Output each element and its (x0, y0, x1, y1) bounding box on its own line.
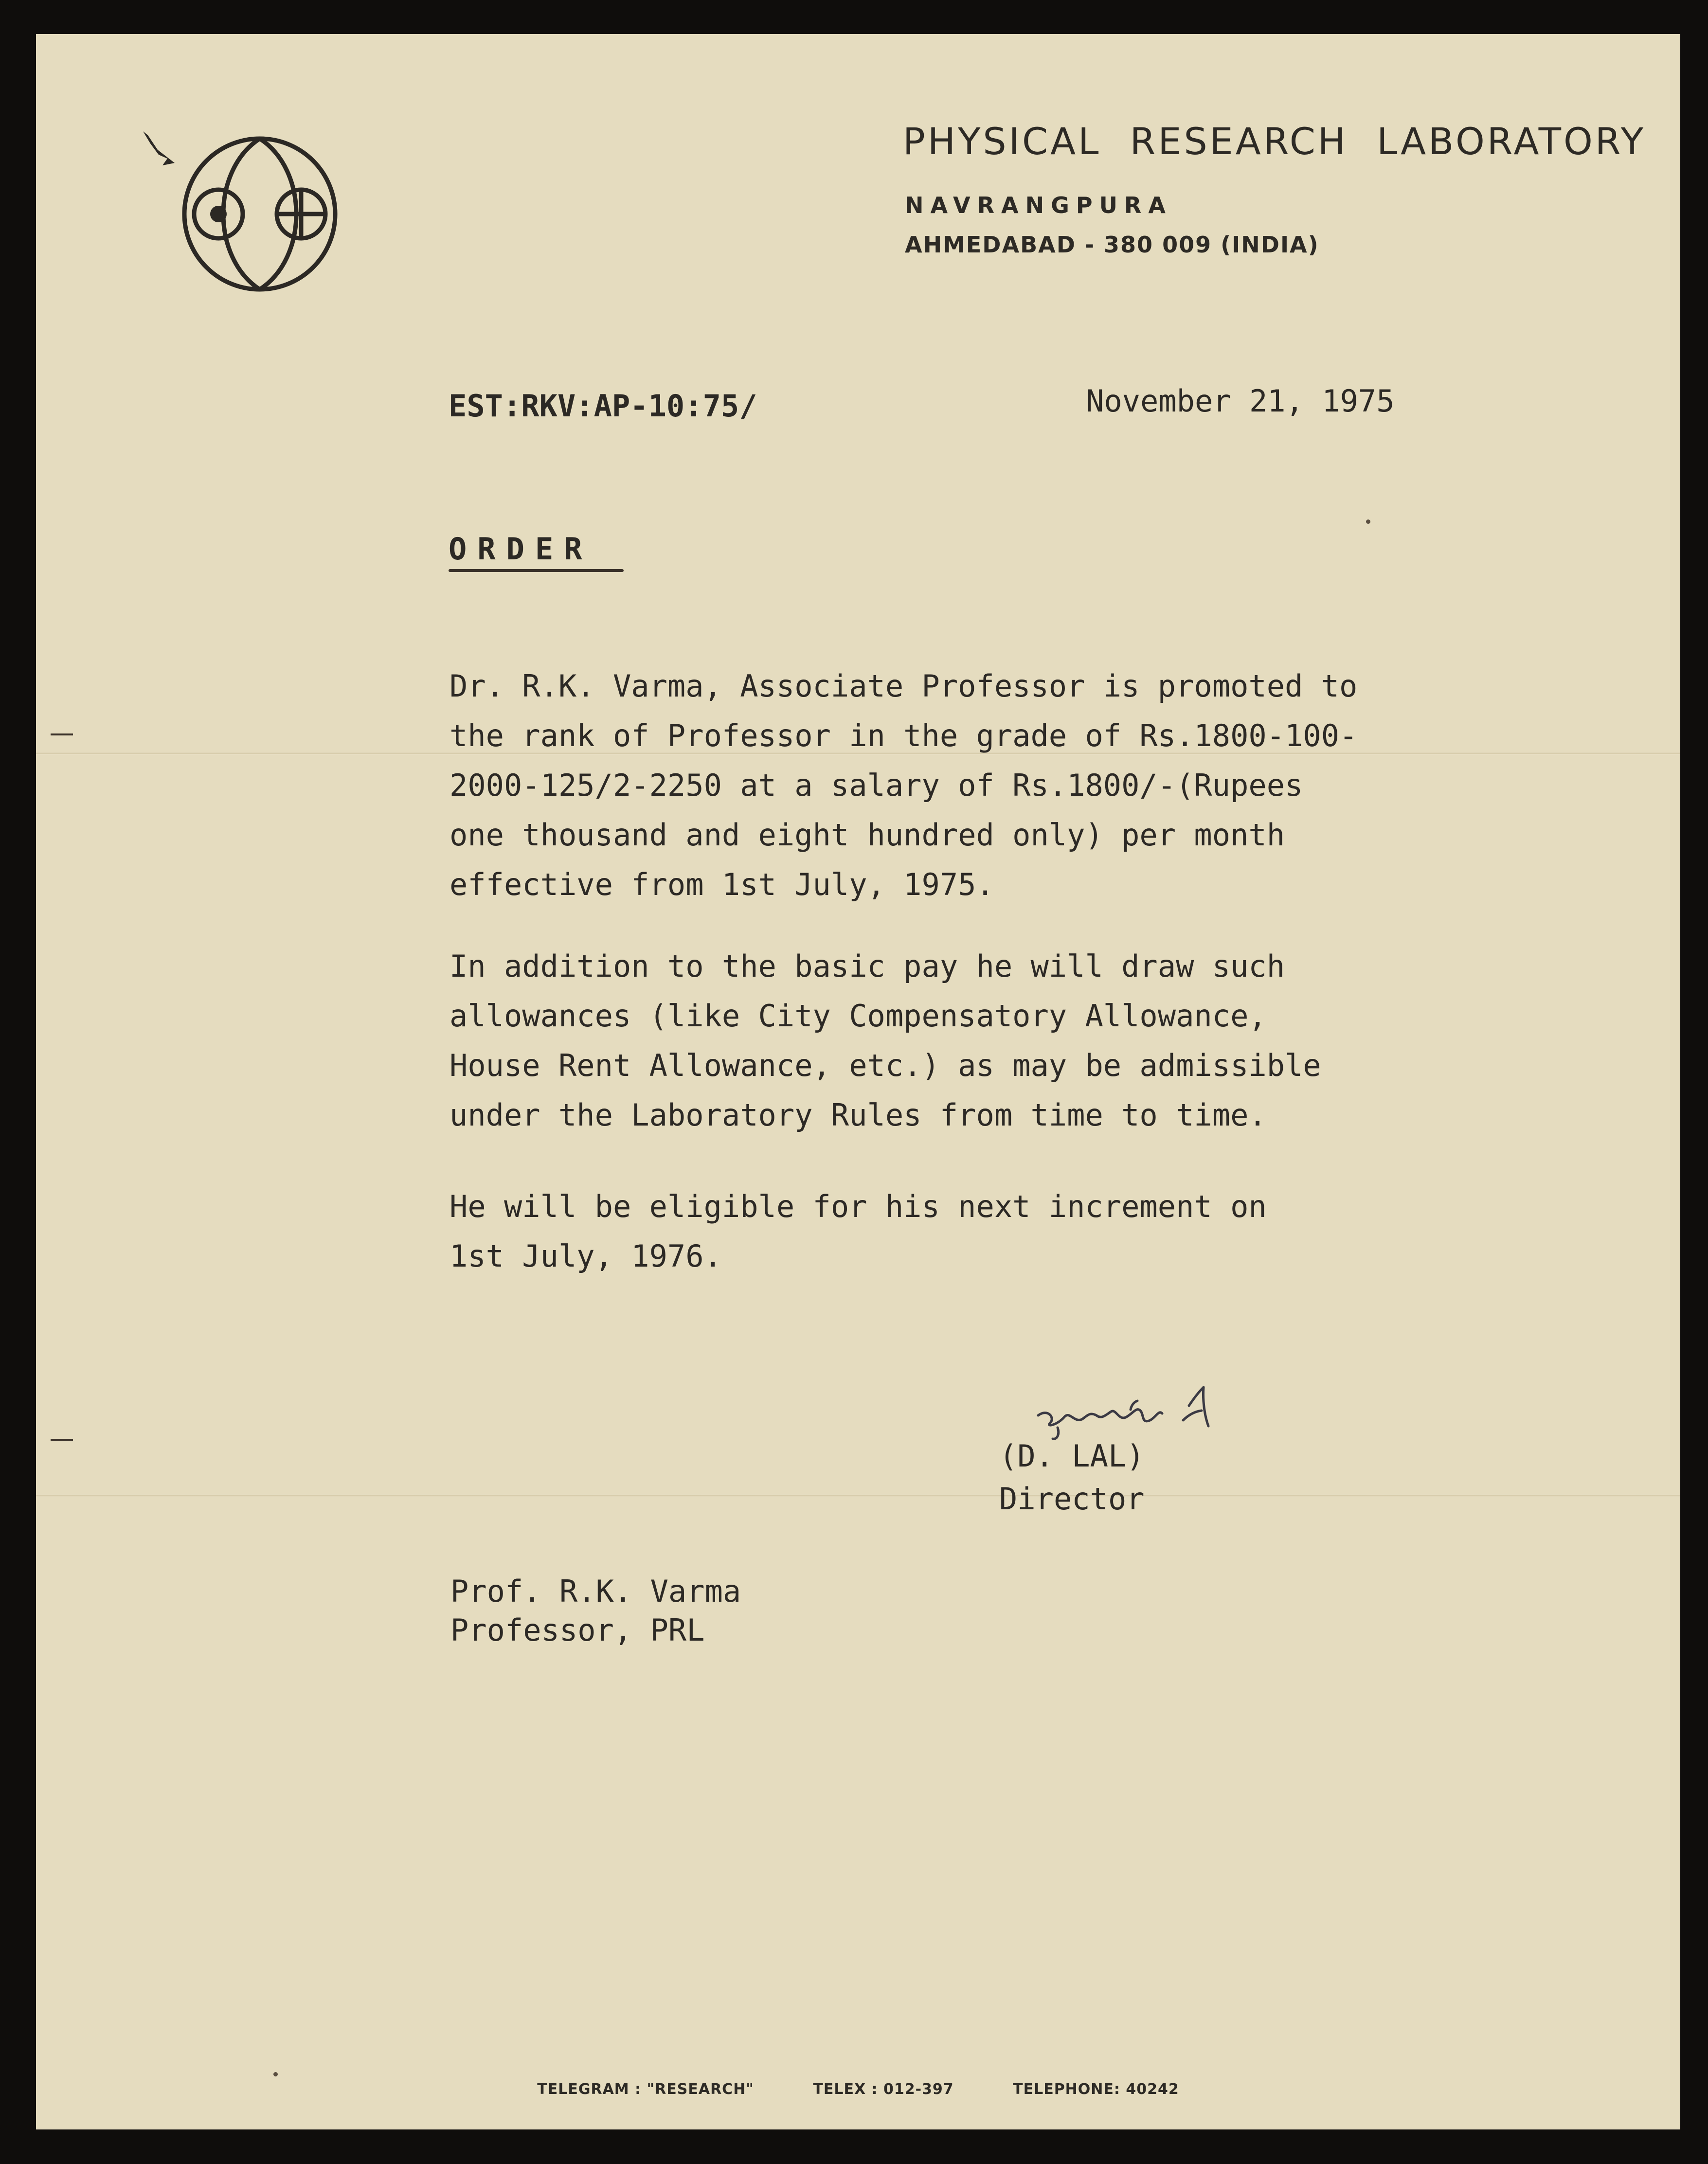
telephone-info: TELEPHONE: 40242 (1013, 2081, 1179, 2098)
addressee-block (450, 1572, 741, 1650)
margin-mark (51, 733, 73, 735)
addressee-title: Professor, PRL (450, 1612, 705, 1648)
body-paragraph-3 (449, 1182, 1267, 1281)
text-line: He will be eligible for his next increment on (449, 1189, 1267, 1224)
address-line-1: NAVRANGPURA (905, 192, 1172, 218)
text-line: Dr. R.K. Varma, Associate Professor is promoted to (449, 668, 1358, 704)
letterhead-footer (36, 2081, 1680, 2098)
organization-name: PHYSICAL RESEARCH LABORATORY (903, 120, 1646, 163)
address-line-2: AHMEDABAD - 380 009 (INDIA) (905, 232, 1319, 258)
text-line: one thousand and eight hundred only) per month (449, 817, 1285, 853)
heading-underline (449, 569, 624, 572)
reference-number: EST:RKV:AP-10:75/ (449, 388, 757, 424)
paper-speck (1366, 519, 1370, 524)
signatory-title: Director (999, 1481, 1145, 1517)
letter-date: November 21, 1975 (1086, 383, 1395, 419)
signatory-name: (D. LAL) (999, 1438, 1145, 1474)
body-paragraph-1 (449, 662, 1357, 910)
text-line: House Rent Allowance, etc.) as may be admissible (449, 1048, 1321, 1083)
text-line: the rank of Professor in the grade of Rs.1800-100- (449, 718, 1358, 753)
signatory-block (999, 1435, 1145, 1520)
letter-page (36, 34, 1680, 2129)
document-heading: ORDER (449, 531, 593, 567)
margin-mark (51, 1439, 73, 1441)
text-line: allowances (like City Compensatory Allowance, (449, 998, 1267, 1034)
text-line: under the Laboratory Rules from time to time. (449, 1097, 1267, 1133)
text-line: 1st July, 1976. (449, 1238, 722, 1274)
telegram-info: TELEGRAM : "RESEARCH" (537, 2081, 754, 2098)
telex-info: TELEX : 012-397 (813, 2081, 954, 2098)
body-paragraph-2 (449, 942, 1321, 1140)
text-line: effective from 1st July, 1975. (449, 867, 994, 902)
addressee-name: Prof. R.K. Varma (450, 1574, 741, 1609)
prl-logo-icon (128, 97, 352, 306)
paper-speck (273, 2072, 278, 2076)
fold-line (36, 1494, 1680, 1497)
text-line: In addition to the basic pay he will draw such (449, 948, 1285, 984)
text-line: 2000-125/2-2250 at a salary of Rs.1800/-(Rupees (449, 768, 1303, 803)
